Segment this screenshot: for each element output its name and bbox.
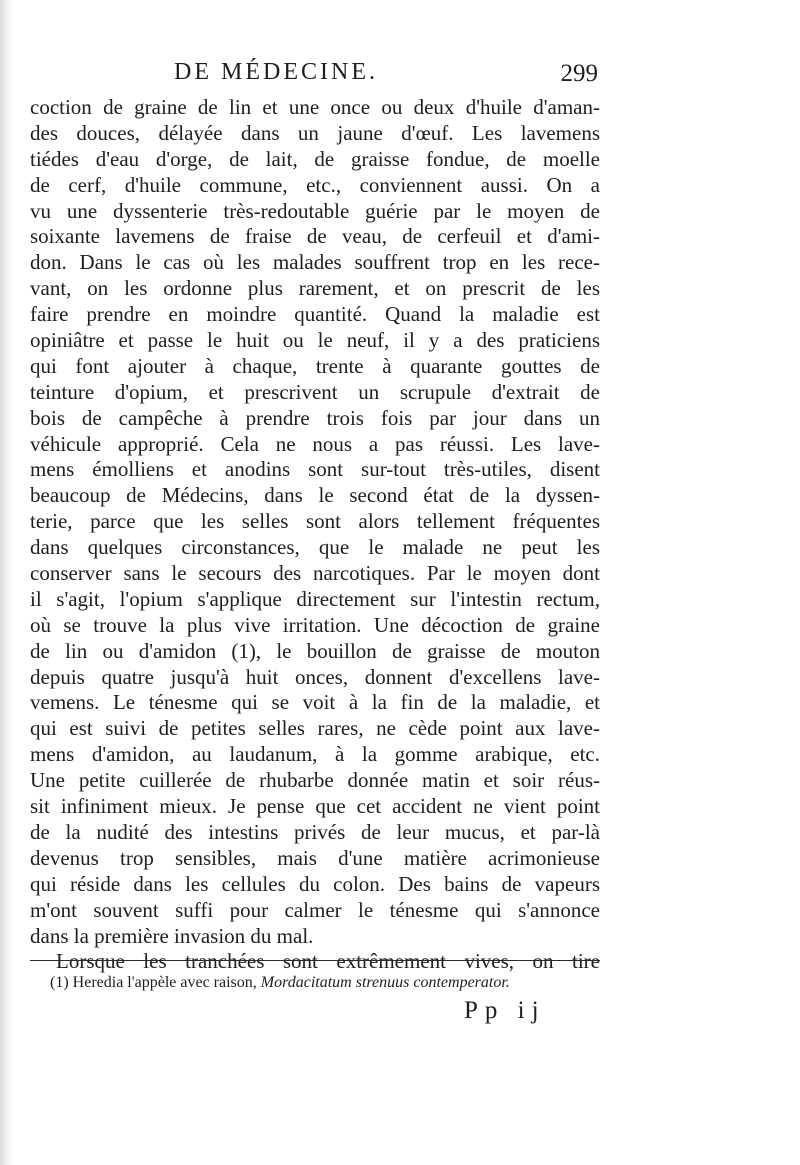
text-line: conserver sans le secours des narcotiques. Par le moyen dont xyxy=(30,561,600,586)
text-line: tiédes d'eau d'orge, de lait, de graisse fondue, de moelle xyxy=(30,146,600,171)
text-line: sit infiniment mieux. Je pense que cet accident ne vient point xyxy=(30,794,600,819)
text-line: m'ont souvent suffi pour calmer le ténesme qui s'annonce xyxy=(30,897,600,922)
paragraph-end-line: dans la première invasion du mal. xyxy=(30,923,314,948)
text-line: dans quelques circonstances, que le malade ne peut les xyxy=(30,535,600,560)
body-text xyxy=(30,95,600,975)
text-line: il s'agit, l'opium s'applique directement sur l'intestin rectum, xyxy=(30,586,600,611)
text-line: terie, parce que les selles sont alors tellement fréquentes xyxy=(30,509,600,534)
text-line: opiniâtre et passe le huit ou le neuf, il y a des praticiens xyxy=(30,328,600,353)
text-line: soixante lavemens de fraise de veau, de cerfeuil et d'ami- xyxy=(30,224,600,249)
text-line: des douces, délayée dans un jaune d'œuf. Les lavemens xyxy=(30,120,600,145)
text-line: qui est suivi de petites selles rares, ne cède point aux lave- xyxy=(30,716,600,741)
text-line: coction de graine de lin et une once ou deux d'huile d'aman- xyxy=(30,95,600,119)
footnote-quote: Mordacitatum strenuus contemperator. xyxy=(260,974,510,991)
signature-mark: Pp ij xyxy=(464,997,546,1024)
text-line: vu une dyssenterie très-redoutable guérie par le moyen de xyxy=(30,198,600,223)
running-title: DE MÉDECINE. xyxy=(174,59,378,85)
text-line: don. Dans le cas où les malades souffrent trop en les rece- xyxy=(30,250,600,275)
text-line: mens émolliens et anodins sont sur-tout très-utiles, disent xyxy=(30,457,600,482)
footnote-rule xyxy=(30,960,600,961)
text-line: beaucoup de Médecins, dans le second état de la dyssen- xyxy=(30,483,600,508)
text-line: qui font ajouter à chaque, trente à quarante gouttes de xyxy=(30,353,600,378)
text-line: mens d'amidon, au laudanum, à la gomme arabique, etc. xyxy=(30,742,600,767)
footnote-text: Heredia l'appèle avec raison, xyxy=(72,974,257,991)
text-line: teinture d'opium, et prescrivent un scrupule d'extrait de xyxy=(30,379,600,404)
running-head xyxy=(30,54,600,90)
text-line: devenus trop sensibles, mais d'une matière acrimonieuse xyxy=(30,845,600,870)
text-line: faire prendre en moindre quantité. Quand la maladie est xyxy=(30,302,600,327)
footnote xyxy=(50,970,600,996)
text-line: où se trouve la plus vive irritation. Une décoction de graine xyxy=(30,612,600,637)
text-line: Une petite cuillerée de rhubarbe donnée matin et soir réus- xyxy=(30,768,600,793)
text-line: véhicule approprié. Cela ne nous a pas réussi. Les lave- xyxy=(30,431,600,456)
footnote-marker: (1) xyxy=(50,974,69,991)
text-line: qui réside dans les cellules du colon. Des bains de vapeurs xyxy=(30,871,600,896)
paragraph-start-line: Lorsque les tranchées sont extrêmement vives, on tire xyxy=(56,949,600,974)
text-line: de lin ou d'amidon (1), le bouillon de graisse de mouton xyxy=(30,638,600,663)
page-number: 299 xyxy=(560,60,598,87)
text-line: vant, on les ordonne plus rarement, et on prescrit de les xyxy=(30,276,600,301)
text-line: vemens. Le ténesme qui se voit à la fin de la maladie, et xyxy=(30,690,600,715)
text-line: depuis quatre jusqu'à huit onces, donnent d'excellens lave- xyxy=(30,664,600,689)
text-line: bois de campêche à prendre trois fois par jour dans un xyxy=(30,405,600,430)
text-line: de cerf, d'huile commune, etc., conviennent aussi. On a xyxy=(30,172,600,197)
text-line: de la nudité des intestins privés de leur mucus, et par-là xyxy=(30,819,600,844)
